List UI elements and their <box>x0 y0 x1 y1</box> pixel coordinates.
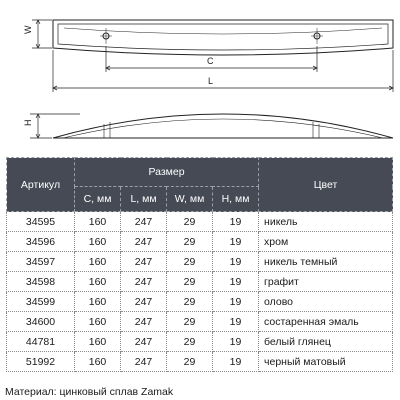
cell-h: 19 <box>213 352 259 372</box>
cell-c: 160 <box>75 252 121 272</box>
header-h: H, мм <box>213 187 259 212</box>
cell-color: состаренная эмаль <box>259 312 393 332</box>
cell-w: 29 <box>167 212 213 232</box>
dimension-l <box>53 50 393 92</box>
cell-l: 247 <box>121 212 167 232</box>
handle-side-view <box>53 114 393 138</box>
cell-h: 19 <box>213 312 259 332</box>
cell-l: 247 <box>121 352 167 372</box>
header-color: Цвет <box>259 158 393 212</box>
cell-article: 34595 <box>7 212 75 232</box>
cell-l: 247 <box>121 292 167 312</box>
header-article: Артикул <box>7 158 75 212</box>
cell-l: 247 <box>121 232 167 252</box>
cell-article: 34599 <box>7 292 75 312</box>
cell-w: 29 <box>167 272 213 292</box>
dim-label-l: L <box>208 76 214 86</box>
cell-h: 19 <box>213 232 259 252</box>
dimension-w <box>32 20 52 48</box>
cell-l: 247 <box>121 332 167 352</box>
cell-l: 247 <box>121 312 167 332</box>
cell-w: 29 <box>167 352 213 372</box>
table-row <box>7 292 393 312</box>
table-row <box>7 272 393 292</box>
cell-h: 19 <box>213 212 259 232</box>
cell-c: 160 <box>75 272 121 292</box>
cell-article: 34597 <box>7 252 75 272</box>
cell-h: 19 <box>213 252 259 272</box>
cell-color: никель темный <box>259 252 393 272</box>
table-row <box>7 232 393 252</box>
header-l: L, мм <box>121 187 167 212</box>
cell-c: 160 <box>75 352 121 372</box>
dim-label-h: H <box>23 119 33 126</box>
cell-article: 34598 <box>7 272 75 292</box>
cell-color: черный матовый <box>259 352 393 372</box>
cell-c: 160 <box>75 332 121 352</box>
cell-l: 247 <box>121 252 167 272</box>
cell-article: 34596 <box>7 232 75 252</box>
cell-l: 247 <box>121 272 167 292</box>
cell-c: 160 <box>75 312 121 332</box>
cell-c: 160 <box>75 232 121 252</box>
cell-w: 29 <box>167 252 213 272</box>
table-row <box>7 352 393 372</box>
cell-c: 160 <box>75 292 121 312</box>
header-w: W, мм <box>167 187 213 212</box>
cell-w: 29 <box>167 232 213 252</box>
cell-color: никель <box>259 212 393 232</box>
cell-color: белый глянец <box>259 332 393 352</box>
dim-label-w: W <box>23 25 33 34</box>
table-row <box>7 212 393 232</box>
material-note: Материал: цинковый сплав Zamak <box>5 386 174 398</box>
technical-drawing <box>0 0 400 152</box>
cell-article: 34600 <box>7 312 75 332</box>
cell-w: 29 <box>167 312 213 332</box>
cell-color: хром <box>259 232 393 252</box>
cell-h: 19 <box>213 332 259 352</box>
header-c: C, мм <box>75 187 121 212</box>
cell-h: 19 <box>213 292 259 312</box>
header-size-group: Размер <box>75 158 259 187</box>
cell-c: 160 <box>75 212 121 232</box>
cell-w: 29 <box>167 292 213 312</box>
cell-w: 29 <box>167 332 213 352</box>
cell-article: 44781 <box>7 332 75 352</box>
dimension-h <box>30 114 80 138</box>
cell-h: 19 <box>213 272 259 292</box>
cell-color: олово <box>259 292 393 312</box>
cell-color: графит <box>259 272 393 292</box>
table-row <box>7 312 393 332</box>
cell-article: 51992 <box>7 352 75 372</box>
specification-table <box>6 157 393 372</box>
mounting-hole-right <box>311 28 323 44</box>
dim-label-c: C <box>207 56 214 66</box>
table-row <box>7 332 393 352</box>
table-row <box>7 252 393 272</box>
